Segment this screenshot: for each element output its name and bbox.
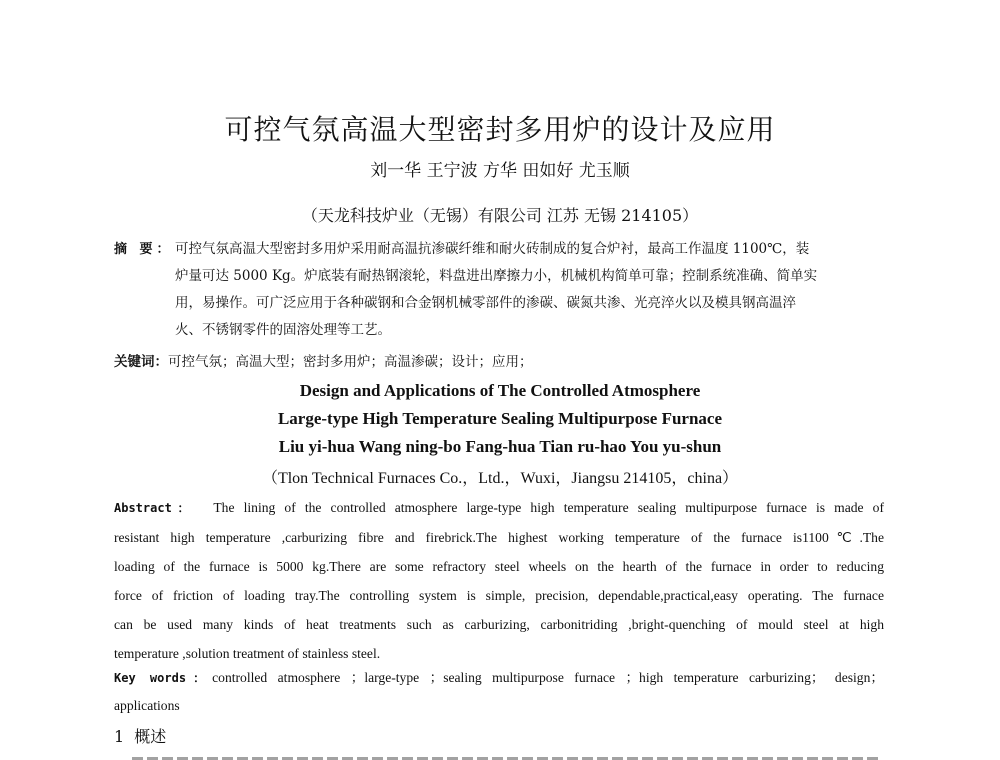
keywords-en-line: applications bbox=[114, 698, 180, 713]
keywords-cn bbox=[114, 350, 533, 370]
keywords-cn-label: 关键词： bbox=[114, 354, 168, 370]
abstract-cn-label: 摘 要： bbox=[114, 242, 174, 257]
abstract-cn-line: 可控气氛高温大型密封多用炉采用耐高温抗渗碳纤维和耐火砖制成的复合炉衬，最高工作温度 1100℃，装 bbox=[175, 241, 810, 257]
abstract-en-line1-text: The lining of the controlled atmosphere large-type high temperature sealing multipurpose furnace is made of bbox=[213, 500, 884, 515]
keywords-en-line1-text: controlled atmosphere ；large-type ；sealing multipurpose furnace ；high temperature carburizing； design； bbox=[212, 670, 884, 685]
paper-title-cn: 可控气氛高温大型密封多用炉的设计及应用 bbox=[224, 113, 776, 146]
section-title: 概述 bbox=[134, 727, 167, 746]
abstract-en-line: can be used many kinds of heat treatments such as carburizing, carbonitriding ,bright-quenching of mould steel at high bbox=[114, 617, 884, 632]
abstract-cn-line: 用，易操作。可广泛应用于各种碳钢和合金钢机械零部件的渗碳、碳氮共渗、光亮淬火以及模具钢高温淬 bbox=[175, 295, 796, 311]
section-heading-1 bbox=[114, 724, 166, 747]
affiliation-cn: （天龙科技炉业（无锡）有限公司 江苏 无锡 214105） bbox=[301, 206, 699, 225]
abstract-en-line: loading of the furnace is 5000 kg.There are some refractory steel wheels on the hearth of the furnace in order to reducing bbox=[114, 559, 884, 574]
abstract-cn-text bbox=[175, 236, 883, 344]
authors-en: Liu yi-hua Wang ning-bo Fang-hua Tian ru-hao You yu-shun bbox=[278, 437, 722, 456]
abstract-en-line: force of friction of loading tray.The controlling system is simple, precision, dependable,practical,easy operating. The furnace bbox=[114, 588, 884, 603]
authors-cn: 刘一华 王宁波 方华 田如好 尤玉顺 bbox=[370, 161, 630, 181]
cutoff-text-line bbox=[132, 752, 882, 760]
keywords-en-line bbox=[114, 664, 884, 692]
abstract-en bbox=[114, 493, 884, 668]
abstract-cn-line: 炉量可达 5000 Kg。炉底装有耐热钢滚轮，料盘进出摩擦力小，机械机构简单可靠；控制系统准确、简单实 bbox=[175, 268, 818, 284]
abstract-en-line bbox=[114, 493, 884, 523]
section-number: 1 bbox=[114, 727, 125, 746]
keywords-cn-text: 可控气氛；高温大型；密封多用炉；高温渗碳；设计；应用； bbox=[168, 354, 533, 370]
abstract-en-line: temperature ,solution treatment of stainless steel. bbox=[114, 646, 381, 661]
abstract-en-label: Abstract： bbox=[114, 501, 196, 515]
abstract-cn-line: 火、不锈钢零件的固溶处理等工艺。 bbox=[175, 322, 391, 338]
affiliation-en: （Tlon Technical Furnaces Co.，Ltd.，Wuxi，Jiangsu 214105，china） bbox=[261, 470, 739, 487]
keywords-en-label: Key words： bbox=[114, 671, 213, 685]
paper-title-en-line1: Design and Applications of The Controlled Atmosphere bbox=[299, 381, 701, 400]
keywords-en bbox=[114, 664, 884, 720]
abstract-en-line: resistant high temperature ,carburizing fibre and firebrick.The highest working temperature of the furnace is1100℃.The bbox=[114, 530, 884, 545]
paper-title-en-line2: Large-type High Temperature Sealing Multipurpose Furnace bbox=[277, 409, 723, 428]
